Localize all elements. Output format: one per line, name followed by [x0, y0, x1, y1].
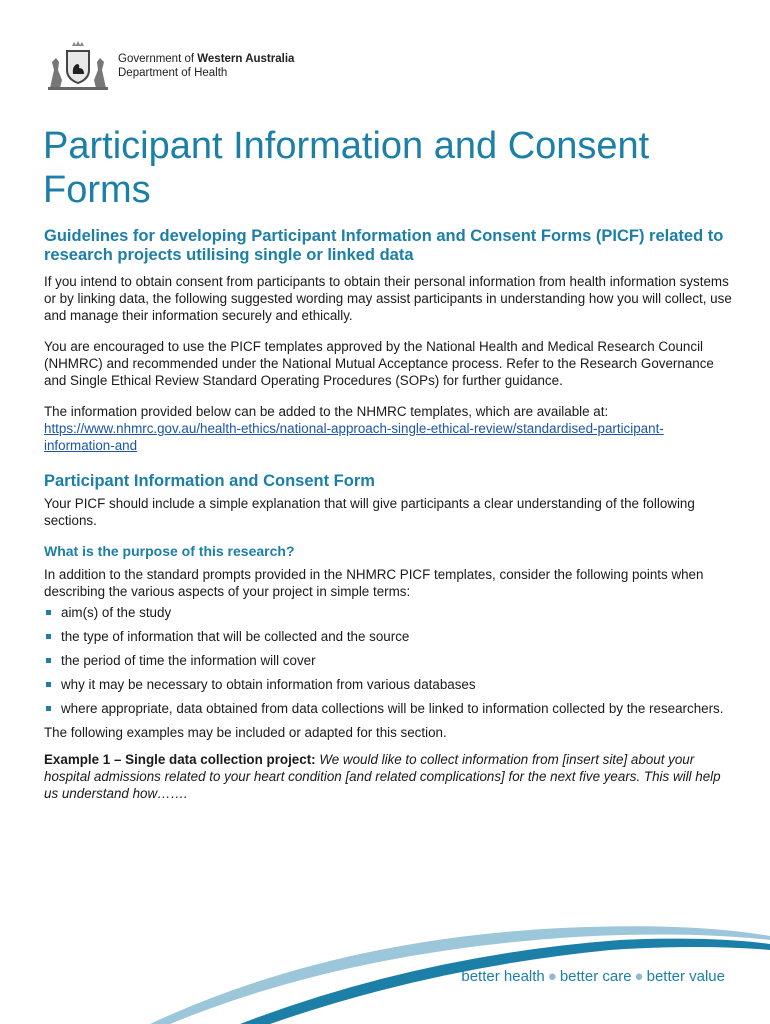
- picf-heading: Participant Information and Consent Form: [44, 472, 375, 490]
- footer-wave-graphic: [0, 900, 770, 1024]
- list-item: the type of information that will be collected and the source: [44, 628, 734, 645]
- bullet-dot-icon: ●: [547, 968, 557, 985]
- list-item: aim(s) of the study: [44, 604, 734, 621]
- gov-state: Western Australia: [197, 53, 295, 65]
- gov-prefix: Government of: [118, 53, 198, 65]
- purpose-bullet-list: [44, 604, 734, 717]
- document-title: Participant Information and Consent Forms: [43, 125, 650, 211]
- tagline-health: better health: [461, 968, 545, 985]
- tagline-value: better value: [646, 968, 725, 985]
- example-1: [44, 751, 734, 802]
- purpose-heading: What is the purpose of this research?: [44, 543, 295, 559]
- guidelines-paragraph-2: You are encouraged to use the PICF templates approved by the National Health and Medical Research Council (NHMRC) and recommended under the National Mutual Acceptance process. Refer to the Research Governance and Single Ethical Review Standard Operating Procedures (SOPs) for further guidance.: [44, 339, 714, 388]
- footer-tagline: [461, 968, 725, 985]
- nhmrc-templates-link[interactable]: https://www.nhmrc.gov.au/health-ethics/national-approach-single-ethical-review/standardised-participant-information-and: [44, 421, 664, 453]
- example-1-label: Example 1 – Single data collection project:: [44, 752, 316, 767]
- list-item: the period of time the information will cover: [44, 652, 734, 669]
- list-item: why it may be necessary to obtain information from various databases: [44, 676, 734, 693]
- example-1-text: We would like to collect information from [insert site] about your hospital admissions related to your heart condition [and related complications] for the next five years. This will help us understand how…….: [44, 752, 721, 801]
- wa-coat-of-arms-logo: [44, 40, 112, 92]
- header: [44, 40, 294, 92]
- bullet-dot-icon: ●: [634, 968, 644, 985]
- guidelines-paragraph-1: If you intend to obtain consent from participants to obtain their personal information from health information systems or by linking data, the following suggested wording may assist participants in understanding how you will collect, use and manage their information securely and ethically.: [44, 274, 732, 323]
- government-wordmark: [118, 52, 294, 80]
- department-name: Department of Health: [118, 67, 228, 79]
- guidelines-paragraph-3: The information provided below can be added to the NHMRC templates, which are available at:: [44, 404, 609, 419]
- picf-intro: Your PICF should include a simple explanation that will give participants a clear understanding of the following sections.: [44, 496, 695, 528]
- examples-intro: The following examples may be included or adapted for this section.: [44, 725, 447, 740]
- document-body: [44, 227, 734, 802]
- purpose-intro: In addition to the standard prompts provided in the NHMRC PICF templates, consider the following points when describing the various aspects of your project in simple terms:: [44, 567, 704, 599]
- list-item: where appropriate, data obtained from data collections will be linked to information collected by the researchers.: [44, 700, 734, 717]
- guidelines-heading: Guidelines for developing Participant Information and Consent Forms (PICF) related to research projects utilising single or linked data: [44, 227, 724, 264]
- tagline-care: better care: [559, 968, 632, 985]
